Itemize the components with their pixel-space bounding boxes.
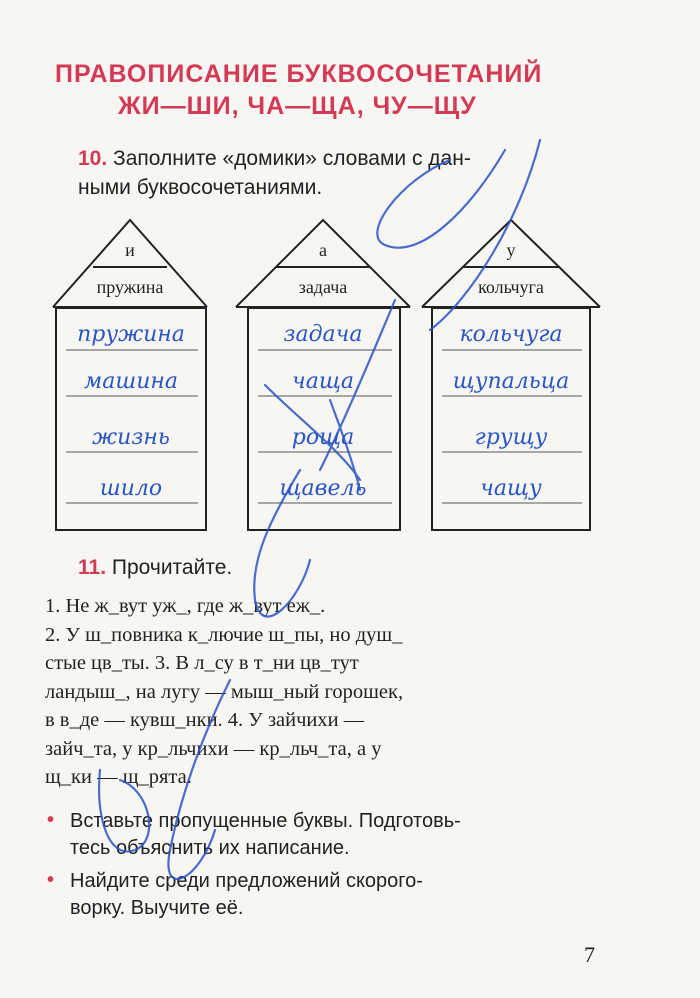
house-3-word-3: грущу	[474, 425, 548, 450]
task-10-text-1: Заполните «домики» словами с дан-	[113, 147, 471, 170]
house-1-word-2: машина	[84, 369, 178, 394]
reading-line: стые цв_ты. 3. В л_су в т_ни цв_тут	[45, 652, 359, 674]
reading-line: ландыш_, на лугу — мыш_ный горошек,	[45, 680, 404, 703]
house-2-letter: а	[319, 240, 327, 260]
bullet-dot-icon: •	[47, 869, 55, 891]
task-11	[78, 556, 618, 580]
instruction-item	[45, 808, 605, 862]
house-2-word-3: роща	[291, 425, 355, 450]
task-10-text-2: ными буквосочетаниями.	[78, 176, 323, 199]
page-subtitle: ЖИ—ШИ, ЧА—ЩА, ЧУ—ЩУ	[118, 92, 477, 120]
page-title: ПРАВОПИСАНИЕ БУКВОСОЧЕТАНИЙ	[55, 60, 543, 88]
house-2-word-2: чаща	[292, 369, 354, 394]
reading-line: 1. Не ж_вут уж_, где ж_вут еж_.	[45, 595, 326, 617]
house-3-word-2: щупальца	[452, 369, 570, 394]
task-11-label: Прочитайте.	[111, 556, 233, 579]
house-2-word-1: задача	[283, 322, 363, 347]
instruction-line: ворку. Выучите её.	[70, 897, 244, 919]
instruction-line: Найдите среди предложений скорого-	[70, 870, 423, 892]
reading-line: в в_де — кувш_нки. 4. У зайчихи —	[45, 709, 365, 731]
house-3-letter: у	[506, 240, 516, 260]
page-number: 7	[584, 942, 595, 967]
house-1-word-4: шило	[99, 476, 163, 501]
task-11-number: 11.	[78, 556, 107, 579]
house-3-word-4: чащу	[480, 476, 542, 501]
reading-line: щ_ки — щ_рята.	[45, 766, 192, 788]
house-3-example: кольчуга	[478, 277, 544, 297]
house-3-word-1: кольчуга	[459, 322, 563, 347]
instruction-line: тесь объяснить их написание.	[70, 837, 350, 859]
reading-line: 2. У ш_повника к_лючие ш_пы, но душ_	[45, 623, 403, 646]
instructions-list	[45, 808, 605, 922]
reading-line: зайч_та, у кр_льчихи — кр_льч_та, а у	[45, 737, 382, 760]
house-1-letter: и	[125, 240, 135, 260]
house-1-word-1: пружина	[77, 322, 185, 347]
instruction-line: Вставьте пропущенные буквы. Подготовь-	[70, 810, 461, 832]
house-1-example: пружина	[96, 277, 164, 297]
house-1-word-3: жизнь	[92, 425, 170, 450]
reading-text	[45, 592, 605, 792]
bullet-dot-icon: •	[47, 809, 55, 831]
instruction-item	[45, 868, 605, 922]
house-2-example: задача	[298, 277, 348, 297]
house-2-word-4: щавель	[279, 476, 367, 501]
task-10-number: 10.	[78, 147, 108, 170]
